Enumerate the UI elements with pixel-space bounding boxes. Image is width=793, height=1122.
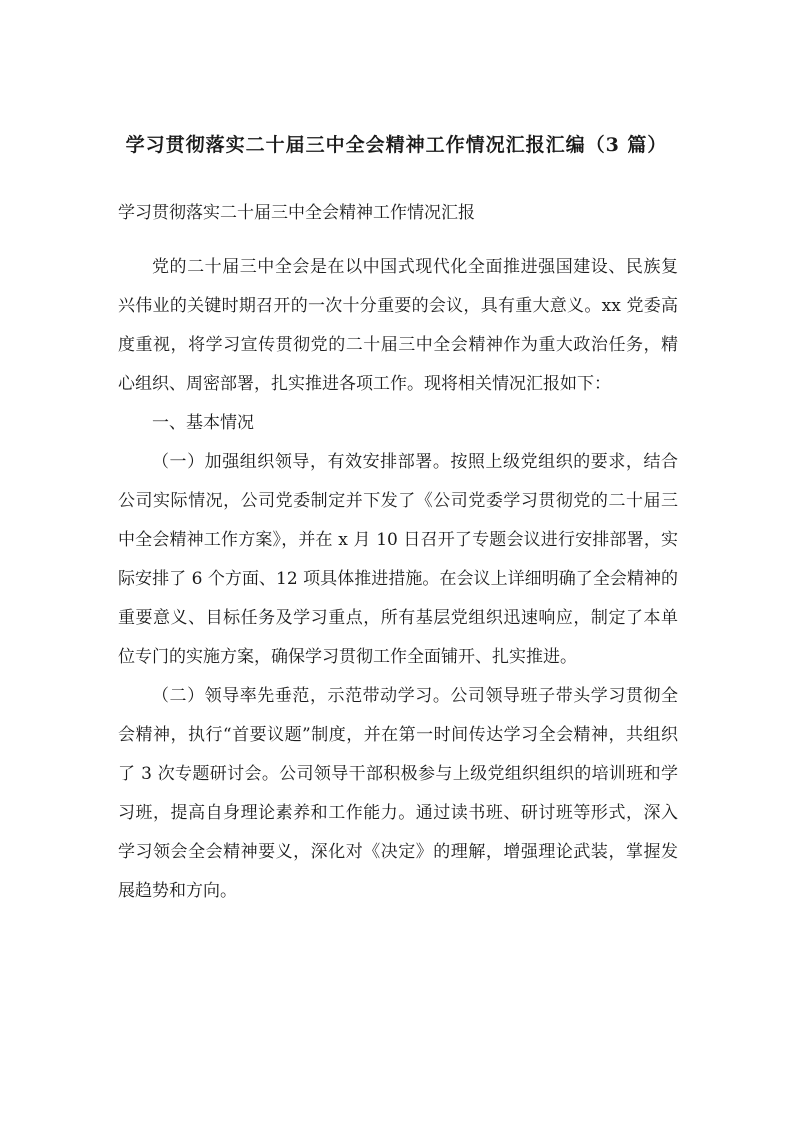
document-body: [118, 196, 678, 911]
intro-paragraph: 党的二十届三中全会是在以中国式现代化全面推进强国建设、民族复兴伟业的关键时期召开的一次十分重要的会议，具有重大意义。xx 党委高度重视，将学习宣传贯彻党的二十届三中全会精神作为重大政治任务，精心组织、周密部署，扎实推进各项工作。现将相关情况汇报如下：: [118, 257, 678, 394]
paragraph-leaders-exemplary: （二）领导率先垂范，示范带动学习。公司领导班子带头学习贯彻全会精神，执行“首要议题”制度，并在第一时间传达学习全会精神，共组织了 3 次专题研讨会。公司领导干部积极参与上级党组织组织的培训班和学习班，提高自身理论素养和工作能力。通过读书班、研讨班等形式，深入学习领会全会精神要义，深化对《决定》的理解，增强理论武装，掌握发展趋势和方向。: [118, 686, 678, 901]
paragraph-organization-leadership: （一）加强组织领导，有效安排部署。按照上级党组织的要求，结合公司实际情况，公司党委制定并下发了《公司党委学习贯彻党的二十届三中全会精神工作方案》，并在 x 月 10 日召开了专题会议进行安排部署，实际安排了 6 个方面、12 项具体推进措施。在会议上详细明确了全会精神的重要意义、目标任务及学习重点，所有基层党组织迅速响应，制定了本单位专门的实施方案，确保学习贯彻工作全面铺开、扎实推进。: [118, 452, 678, 667]
report-subtitle: 学习贯彻落实二十届三中全会精神工作情况汇报: [118, 203, 475, 223]
document-title: 学习贯彻落实二十届三中全会精神工作情况汇报汇编（3 篇）: [125, 134, 668, 156]
section-heading-basic-situation: 一、基本情况: [152, 413, 254, 433]
